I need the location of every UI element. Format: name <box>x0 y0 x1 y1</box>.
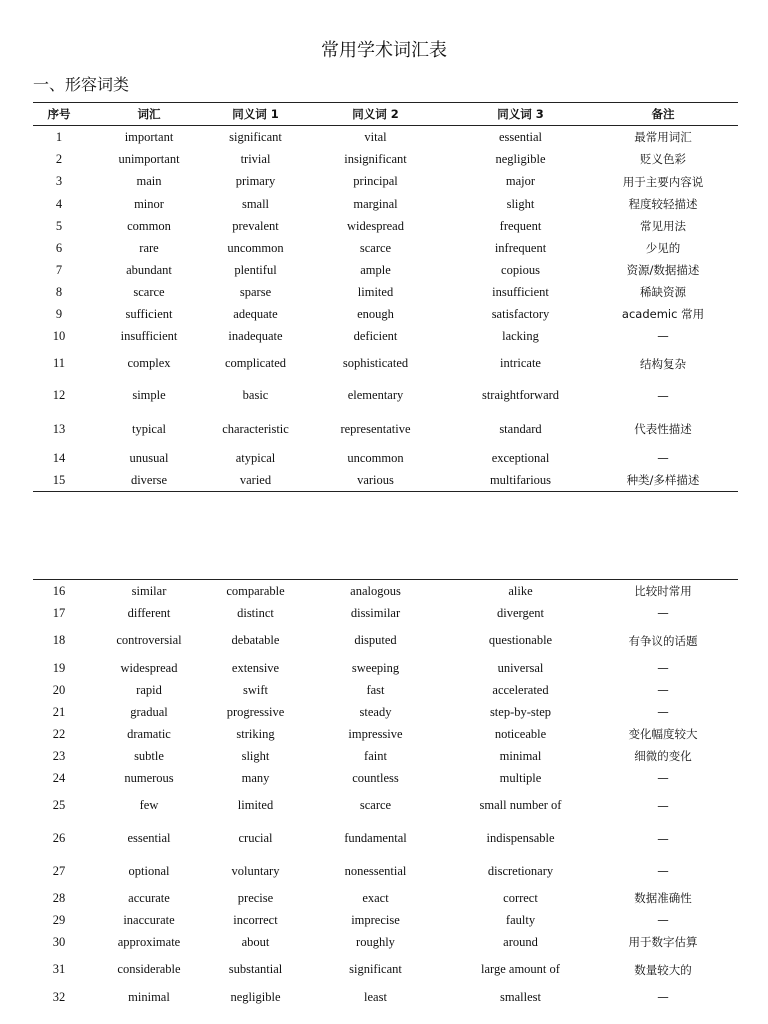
table-row <box>33 953 738 986</box>
cell-word: optional <box>128 863 170 878</box>
table-row <box>33 624 738 657</box>
cell-synonym-1: precise <box>237 890 274 905</box>
cell-note: — <box>657 661 669 675</box>
cell-number: 2 <box>55 151 63 166</box>
cell-synonym-1: incorrect <box>233 912 278 927</box>
table-body-part-1 <box>33 126 738 492</box>
cell-note: 数量较大的 <box>634 962 692 977</box>
cell-number: 10 <box>52 328 66 343</box>
cell-synonym-3: insufficient <box>492 284 549 299</box>
cell-note: 变化幅度较大 <box>628 727 698 741</box>
cell-note: — <box>657 705 669 719</box>
cell-note: — <box>657 798 669 813</box>
cell-synonym-1: extensive <box>231 660 280 675</box>
cell-word: widespread <box>120 660 178 675</box>
cell-note: — <box>657 388 669 403</box>
cell-synonym-1: distinct <box>237 605 274 620</box>
cell-synonym-2: widespread <box>347 218 404 233</box>
cell-word: insufficient <box>120 328 178 343</box>
cell-synonym-2: nonessential <box>344 863 407 878</box>
table-row <box>33 679 738 701</box>
table-row <box>33 215 738 237</box>
vocabulary-table-part-2 <box>33 579 738 1008</box>
cell-number: 18 <box>52 633 66 647</box>
table-row <box>33 237 738 259</box>
cell-word: dramatic <box>127 726 171 741</box>
table-row <box>33 723 738 745</box>
cell-synonym-3: large amount of <box>481 962 560 976</box>
cell-synonym-1: adequate <box>233 306 278 321</box>
cell-number: 21 <box>52 704 66 719</box>
cell-number: 9 <box>55 306 63 321</box>
table-row <box>33 745 738 767</box>
cell-word: numerous <box>124 770 174 785</box>
cell-synonym-3: smallest <box>500 989 541 1004</box>
header-note: 备注 <box>588 103 738 126</box>
cell-synonym-1: striking <box>236 726 275 741</box>
cell-synonym-2: scarce <box>359 240 392 255</box>
cell-synonym-2: elementary <box>347 388 404 402</box>
cell-synonym-3: infrequent <box>494 240 547 255</box>
cell-number: 13 <box>52 421 66 436</box>
cell-word: different <box>127 605 171 620</box>
cell-synonym-2: representative <box>340 421 411 436</box>
cell-synonym-2: impressive <box>348 726 403 741</box>
table-body-part-2 <box>33 580 738 1009</box>
cell-synonym-2: imprecise <box>351 912 400 927</box>
cell-number: 8 <box>55 284 63 299</box>
cell-word: sufficient <box>125 306 173 321</box>
header-word: 词汇 <box>85 103 213 126</box>
cell-word: common <box>127 218 171 233</box>
cell-word: considerable <box>117 962 181 976</box>
cell-synonym-1: uncommon <box>227 240 284 255</box>
cell-synonym-3: lacking <box>502 328 539 343</box>
cell-note: 用于主要内容说 <box>622 174 704 189</box>
cell-word: important <box>124 129 174 144</box>
cell-word: similar <box>131 583 167 598</box>
cell-synonym-2: fast <box>366 682 385 697</box>
cell-synonym-3: standard <box>499 421 542 436</box>
cell-synonym-2: scarce <box>359 798 392 812</box>
cell-word: scarce <box>133 284 165 299</box>
cell-synonym-2: significant <box>349 962 402 976</box>
cell-number: 25 <box>52 798 66 812</box>
cell-number: 32 <box>52 989 66 1004</box>
cell-number: 28 <box>52 890 66 905</box>
cell-word: diverse <box>130 472 168 487</box>
cell-word: minimal <box>128 989 170 1004</box>
cell-synonym-2: ample <box>360 262 391 277</box>
cell-synonym-1: slight <box>241 748 270 763</box>
table-row <box>33 887 738 909</box>
cell-note: 有争议的话题 <box>628 633 698 648</box>
cell-synonym-1: debatable <box>231 633 280 647</box>
cell-synonym-3: questionable <box>488 633 553 647</box>
table-header-row <box>33 103 738 126</box>
cell-word: unimportant <box>118 151 180 166</box>
cell-synonym-2: fundamental <box>344 831 407 845</box>
cell-number: 6 <box>55 240 63 255</box>
cell-note: 少见的 <box>645 241 681 255</box>
cell-synonym-2: vital <box>364 129 387 144</box>
cell-word: inaccurate <box>123 912 175 927</box>
table-row <box>33 281 738 303</box>
header-synonym-1: 同义词 1 <box>213 103 298 126</box>
cell-synonym-3: intricate <box>500 356 541 370</box>
vocabulary-table-part-1 <box>33 102 738 492</box>
cell-synonym-3: correct <box>503 890 538 905</box>
cell-synonym-2: principal <box>353 174 398 188</box>
table-row <box>33 469 738 492</box>
cell-note: 稀缺资源 <box>640 285 686 299</box>
cell-synonym-3: small number of <box>479 798 562 812</box>
cell-number: 27 <box>52 863 66 878</box>
table-row <box>33 411 738 447</box>
cell-number: 22 <box>52 726 66 741</box>
cell-synonym-3: accelerated <box>492 682 549 697</box>
cell-number: 26 <box>52 831 66 845</box>
cell-synonym-3: exceptional <box>491 450 550 465</box>
cell-number: 12 <box>52 388 66 402</box>
table-row <box>33 657 738 679</box>
cell-synonym-2: marginal <box>353 196 398 211</box>
cell-synonym-1: characteristic <box>222 421 289 436</box>
cell-number: 17 <box>52 605 66 620</box>
cell-number: 19 <box>52 660 66 675</box>
cell-note: 最常用词汇 <box>634 130 692 144</box>
cell-synonym-2: disputed <box>354 633 397 647</box>
cell-number: 7 <box>55 262 63 277</box>
cell-synonym-1: swift <box>243 682 268 697</box>
cell-note: 资源/数据描述 <box>626 263 700 277</box>
cell-number: 11 <box>52 356 66 370</box>
cell-word: abundant <box>126 262 172 277</box>
cell-synonym-1: progressive <box>226 704 285 719</box>
cell-synonym-3: straightforward <box>481 388 560 402</box>
cell-number: 15 <box>52 472 66 487</box>
cell-synonym-2: dissimilar <box>350 605 401 620</box>
header-number: 序号 <box>33 103 85 126</box>
table-row <box>33 259 738 281</box>
cell-number: 1 <box>55 129 63 144</box>
cell-word: minor <box>134 196 164 211</box>
cell-note: 常见用法 <box>640 219 686 233</box>
cell-synonym-2: deficient <box>353 328 398 343</box>
table-row <box>33 602 738 624</box>
cell-note: — <box>657 831 669 846</box>
cell-synonym-2: uncommon <box>347 450 404 465</box>
table-row <box>33 380 738 411</box>
table-row <box>33 325 738 347</box>
cell-synonym-2: steady <box>359 704 392 719</box>
cell-note: — <box>657 451 669 465</box>
cell-word: approximate <box>117 934 181 949</box>
cell-synonym-1: negligible <box>230 989 281 1004</box>
cell-note: 种类/多样描述 <box>626 473 700 487</box>
table-row <box>33 148 738 170</box>
table-row <box>33 447 738 469</box>
cell-number: 29 <box>52 912 66 927</box>
cell-synonym-2: countless <box>352 770 399 785</box>
cell-number: 24 <box>52 770 66 785</box>
cell-note: — <box>657 606 669 620</box>
table-row <box>33 126 738 149</box>
cell-synonym-2: insignificant <box>344 151 407 166</box>
cell-synonym-2: exact <box>362 890 389 905</box>
table-row <box>33 193 738 215</box>
cell-synonym-2: various <box>357 472 394 487</box>
cell-synonym-3: essential <box>498 129 543 144</box>
cell-synonym-3: satisfactory <box>491 306 550 321</box>
cell-note: — <box>657 683 669 697</box>
cell-note: 比较时常用 <box>634 584 692 598</box>
table-row <box>33 170 738 193</box>
cell-word: rare <box>139 240 159 255</box>
cell-synonym-3: major <box>505 174 536 188</box>
table-row <box>33 303 738 325</box>
cell-word: essential <box>127 831 171 845</box>
cell-word: main <box>136 174 162 188</box>
header-synonym-3: 同义词 3 <box>453 103 588 126</box>
cell-synonym-1: substantial <box>228 962 283 976</box>
cell-synonym-1: complicated <box>224 356 287 370</box>
cell-number: 30 <box>52 934 66 949</box>
cell-note: 用于数字估算 <box>628 935 698 949</box>
cell-word: controversial <box>116 633 182 647</box>
cell-word: subtle <box>134 748 164 763</box>
cell-synonym-1: comparable <box>226 583 285 598</box>
cell-word: simple <box>132 388 166 402</box>
cell-synonym-3: faulty <box>505 912 536 927</box>
cell-number: 23 <box>52 748 66 763</box>
cell-synonym-2: faint <box>364 748 387 763</box>
cell-number: 5 <box>55 218 63 233</box>
table-row <box>33 701 738 723</box>
cell-word: complex <box>127 356 171 370</box>
cell-synonym-1: plentiful <box>234 262 277 277</box>
cell-synonym-1: trivial <box>240 151 271 166</box>
cell-word: unusual <box>129 450 169 465</box>
cell-note: — <box>657 913 669 927</box>
cell-synonym-3: divergent <box>497 605 544 620</box>
cell-synonym-3: copious <box>501 262 540 277</box>
cell-synonym-1: many <box>241 770 270 785</box>
cell-synonym-1: atypical <box>235 450 276 465</box>
page-title: 常用学术词汇表 <box>321 40 447 61</box>
cell-note: 结构复杂 <box>640 356 686 371</box>
cell-synonym-3: indispensable <box>486 831 555 845</box>
table-row <box>33 789 738 822</box>
cell-synonym-1: small <box>241 196 270 211</box>
cell-word: accurate <box>128 890 170 905</box>
cell-synonym-1: primary <box>235 174 276 188</box>
cell-number: 14 <box>52 450 66 465</box>
cell-synonym-3: frequent <box>499 218 542 233</box>
cell-synonym-3: step-by-step <box>489 704 552 719</box>
cell-note: 代表性描述 <box>634 422 692 436</box>
cell-note: — <box>657 329 669 343</box>
cell-synonym-1: prevalent <box>232 218 279 233</box>
cell-synonym-3: minimal <box>499 748 542 763</box>
cell-synonym-3: multifarious <box>489 472 552 487</box>
cell-word: typical <box>131 421 166 436</box>
table-row <box>33 986 738 1008</box>
cell-note: 贬义色彩 <box>640 152 686 166</box>
cell-synonym-3: alike <box>508 583 533 598</box>
table-row <box>33 767 738 789</box>
cell-synonym-3: discretionary <box>487 863 554 878</box>
cell-note: academic 常用 <box>621 307 705 321</box>
cell-synonym-3: multiple <box>499 770 542 785</box>
cell-synonym-1: significant <box>229 129 282 144</box>
cell-synonym-1: basic <box>242 388 269 402</box>
table-row <box>33 580 738 603</box>
cell-number: 4 <box>55 196 63 211</box>
table-row <box>33 347 738 380</box>
cell-synonym-3: universal <box>497 660 544 675</box>
cell-synonym-2: sweeping <box>351 660 400 675</box>
cell-synonym-2: roughly <box>356 934 395 949</box>
cell-synonym-1: limited <box>237 798 274 812</box>
cell-synonym-1: about <box>241 934 270 949</box>
cell-synonym-2: analogous <box>350 583 401 598</box>
cell-synonym-3: slight <box>506 196 535 211</box>
cell-note: — <box>657 864 669 878</box>
table-row <box>33 931 738 953</box>
cell-synonym-1: voluntary <box>231 863 280 878</box>
cell-synonym-3: around <box>503 934 538 949</box>
cell-note: 数据准确性 <box>634 891 692 905</box>
cell-synonym-2: limited <box>357 284 394 299</box>
cell-synonym-2: enough <box>357 306 394 321</box>
cell-word: rapid <box>136 682 162 697</box>
cell-note: 细微的变化 <box>634 749 692 763</box>
cell-synonym-1: inadequate <box>228 328 283 343</box>
table-row <box>33 855 738 887</box>
cell-number: 31 <box>52 962 66 976</box>
cell-note: 程度较轻描述 <box>628 197 698 211</box>
cell-synonym-1: crucial <box>238 831 273 845</box>
cell-note: — <box>657 990 669 1004</box>
cell-number: 3 <box>55 174 63 188</box>
cell-number: 20 <box>52 682 66 697</box>
table-row <box>33 909 738 931</box>
cell-number: 16 <box>52 583 66 598</box>
cell-synonym-3: noticeable <box>494 726 547 741</box>
cell-note: — <box>657 771 669 785</box>
cell-synonym-2: least <box>364 989 387 1004</box>
cell-synonym-1: sparse <box>239 284 272 299</box>
section-title: 一、形容词类 <box>33 75 130 94</box>
cell-synonym-3: negligible <box>495 151 546 166</box>
table-row <box>33 822 738 855</box>
cell-word: gradual <box>130 704 168 719</box>
cell-word: few <box>139 798 159 812</box>
header-synonym-2: 同义词 2 <box>298 103 453 126</box>
cell-synonym-1: varied <box>239 472 272 487</box>
cell-synonym-2: sophisticated <box>342 356 409 370</box>
